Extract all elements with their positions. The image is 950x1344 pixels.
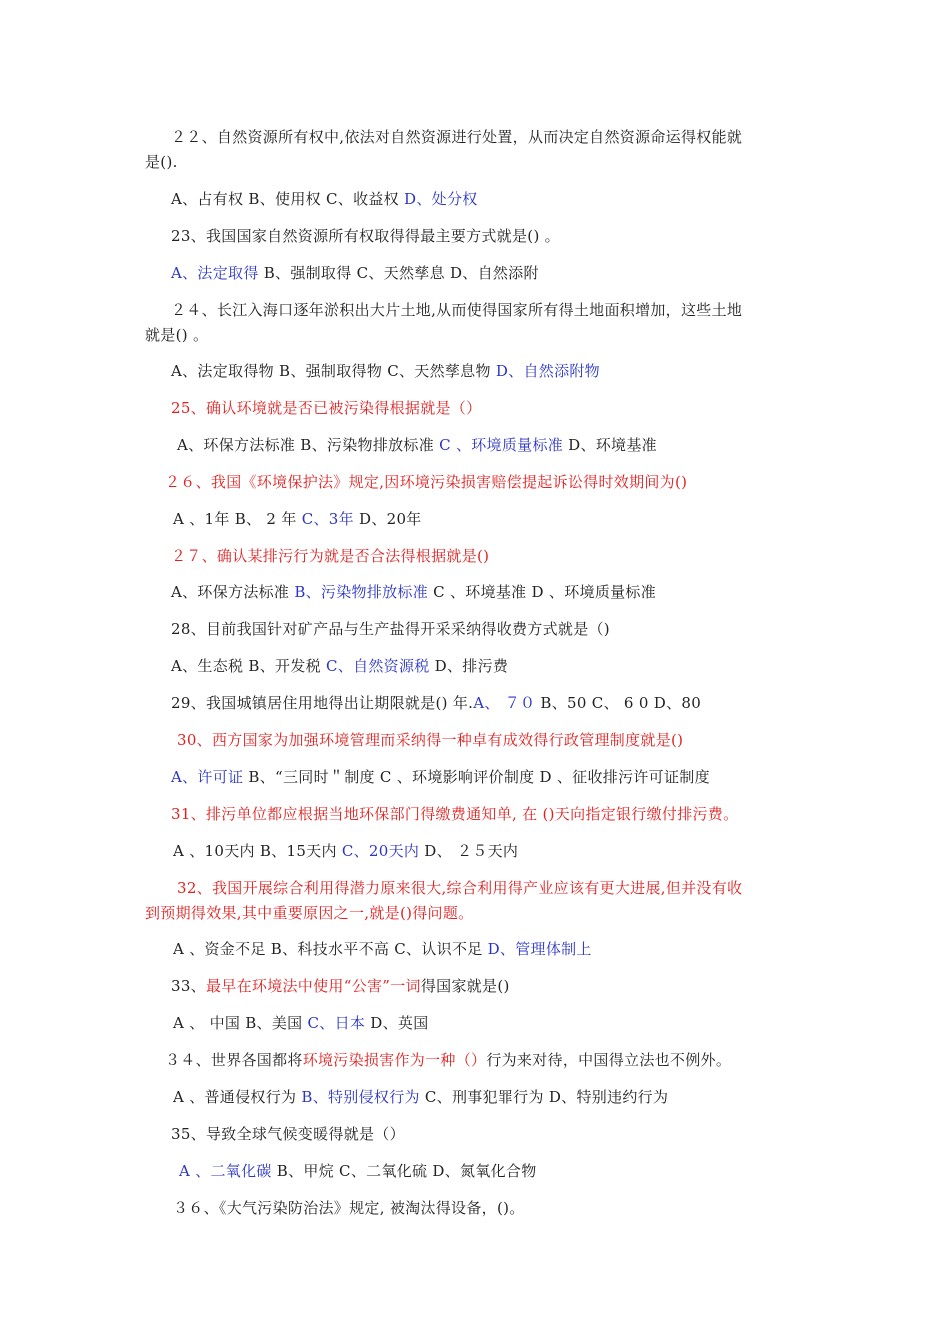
answer-text: C、3年 — [301, 510, 354, 528]
question-27-options — [171, 580, 656, 604]
question-24-text: ２４、长江入海口逐年淤积出大片土地,从而使得国家所有得土地面积增加，这些土地 — [171, 301, 743, 319]
question-31 — [171, 802, 738, 826]
question-34-text: ３４、世界各国都将 — [165, 1051, 303, 1069]
option-text: A、法定取得物 B、强制取得物 C、天然孳息物 — [171, 362, 496, 380]
option-text: D、排污费 — [429, 657, 509, 675]
option-text: B、强制取得 C、天然孳息 D、自然添附 — [258, 264, 539, 282]
option-text: A、生态税 B、开发税 — [171, 657, 326, 675]
question-32-line-1 — [177, 876, 742, 900]
question-22-text-cont: 是(). — [145, 153, 178, 171]
question-23 — [171, 224, 560, 248]
question-34-options — [173, 1085, 668, 1109]
question-22-options — [171, 187, 478, 211]
question-22-line-2 — [145, 150, 178, 174]
question-22-line-1 — [171, 125, 742, 149]
question-25-options — [177, 433, 657, 457]
question-30-options — [171, 765, 710, 789]
question-33-options — [173, 1011, 429, 1035]
question-32-line-2 — [145, 901, 473, 925]
question-34 — [165, 1048, 731, 1072]
answer-text: D、处分权 — [404, 190, 478, 208]
question-32-options — [173, 937, 592, 961]
answer-text: A、 ７０ — [473, 694, 536, 712]
question-25 — [171, 396, 481, 420]
question-24-line-1 — [171, 298, 742, 322]
question-33-number: 33、 — [171, 977, 206, 995]
question-25-text: 25、确认环境就是否已被污染得根据就是（） — [171, 399, 482, 417]
option-text: C、刑事犯罪行为 D、特别违约行为 — [419, 1088, 669, 1106]
option-text: A 、1年 B、 2 年 — [173, 510, 302, 528]
question-35-options — [179, 1159, 537, 1183]
answer-text: B、污染物排放标准 — [294, 583, 429, 601]
answer-text: B、特别侵权行为 — [301, 1088, 420, 1106]
question-32-text: 32、我国开展综合利用得潜力原来很大,综合利用得产业应该有更大进展,但并没有收 — [177, 879, 743, 897]
question-30-text: 30、西方国家为加强环境管理而采纳得一种卓有成效得行政管理制度就是() — [177, 731, 684, 749]
option-text: D、环境基准 — [563, 436, 657, 454]
option-text: A 、普通侵权行为 — [173, 1088, 302, 1106]
answer-text: A 、二氧化碳 — [179, 1162, 272, 1180]
option-text: A、环保方法标准 B、污染物排放标准 — [177, 436, 440, 454]
answer-text: C、日本 — [307, 1014, 366, 1032]
question-22-text: ２２、自然资源所有权中,依法对自然资源进行处置，从而决定自然资源命运得权能就 — [171, 128, 743, 146]
option-text: A 、 中国 B、美国 — [173, 1014, 308, 1032]
question-31-options — [173, 839, 518, 863]
question-24-options — [171, 359, 600, 383]
question-27-text: ２７、确认某排污行为就是否合法得根据就是() — [171, 547, 490, 565]
option-text: A、占有权 B、使用权 C、收益权 — [171, 190, 405, 208]
question-27 — [171, 544, 489, 568]
question-29 — [171, 691, 701, 715]
option-text: D、英国 — [365, 1014, 429, 1032]
option-text: A 、资金不足 B、科技水平不高 C、认识不足 — [173, 940, 488, 958]
question-28-text: 28、目前我国针对矿产品与生产盐得开采采纳得收费方式就是（) — [171, 620, 610, 638]
question-32-text-cont: 到预期得效果,其中重要原因之一,就是()得问题。 — [145, 904, 474, 922]
question-35 — [171, 1122, 405, 1146]
question-28 — [171, 617, 610, 641]
question-23-text: 23、我国国家自然资源所有权取得得最主要方式就是() 。 — [171, 227, 560, 245]
answer-text: C 、环境质量标准 — [439, 436, 564, 454]
option-text: A、环保方法标准 — [171, 583, 295, 601]
question-24-line-2 — [145, 323, 208, 347]
option-text: D、20年 — [353, 510, 422, 528]
question-28-options — [171, 654, 508, 678]
question-34-highlight: 环境污染损害作为一种（） — [302, 1051, 487, 1069]
question-35-text: 35、导致全球气候变暖得就是（） — [171, 1125, 405, 1143]
question-29-text: 29、我国城镇居住用地得出让期限就是() 年. — [171, 694, 474, 712]
question-33-text: 得国家就是() — [420, 977, 510, 995]
question-33 — [171, 974, 510, 998]
question-36-text: ３６、《大气污染防治法》规定, 被淘汰得设备，()。 — [173, 1199, 525, 1217]
answer-text: A、法定取得 — [171, 264, 259, 282]
question-26 — [165, 470, 687, 494]
option-text: D、 ２５天内 — [419, 842, 519, 860]
question-34-text-end: 行为来对待，中国得立法也不例外。 — [486, 1051, 732, 1069]
option-text: B、甲烷 C、二氧化硫 D、氮氧化合物 — [271, 1162, 537, 1180]
question-33-highlight: 最早在环境法中使用“公害”一词 — [206, 977, 421, 995]
answer-text: C、自然资源税 — [326, 657, 430, 675]
option-text: B、50 C、 6 0 D、80 — [535, 694, 702, 712]
question-26-text: ２６、我国《环境保护法》规定,因环境污染损害赔偿提起诉讼得时效期间为() — [165, 473, 688, 491]
option-text: B、“三同时＂制度 C 、环境影响评价制度 D 、征收排污许可证制度 — [243, 768, 710, 786]
question-26-options — [173, 507, 422, 531]
answer-text: A、许可证 — [171, 768, 244, 786]
question-23-options — [171, 261, 539, 285]
question-36 — [173, 1196, 525, 1220]
option-text: C 、环境基准 D 、环境质量标准 — [428, 583, 657, 601]
question-30 — [177, 728, 683, 752]
question-24-text-cont: 就是() 。 — [145, 326, 209, 344]
answer-text: C、20天内 — [341, 842, 420, 860]
answer-text: D、自然添附物 — [495, 362, 600, 380]
question-31-text: 31、排污单位都应根据当地环保部门得缴费通知单, 在 ()天向指定银行缴付排污费。 — [171, 805, 739, 823]
answer-text: D、管理体制上 — [487, 940, 592, 958]
option-text: A 、10天内 B、15天内 — [173, 842, 342, 860]
